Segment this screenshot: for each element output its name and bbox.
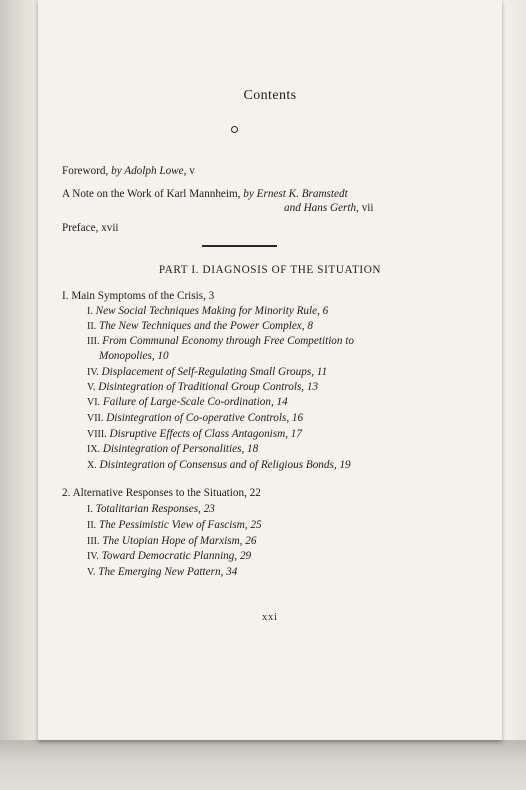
toc-entry — [87, 535, 256, 547]
book-bottom-edge — [0, 740, 526, 790]
section-number: IV. — [87, 551, 99, 562]
note-entry — [62, 188, 348, 200]
chapter-heading: I. Main Symptoms of the Crisis, 3 — [62, 290, 215, 302]
toc-entry — [87, 459, 351, 471]
section-title: New Social Techniques Making for Minority Rule, 6 — [95, 305, 329, 317]
section-title: The Emerging New Pattern, 34 — [98, 566, 238, 578]
foreword-entry — [62, 165, 195, 177]
toc-entry — [87, 335, 354, 347]
note-author-2: and Hans Gerth — [284, 202, 357, 214]
chapter-heading: 2. Alternative Responses to the Situation, 22 — [62, 487, 261, 499]
toc-entry — [87, 366, 327, 378]
toc-entry — [87, 503, 215, 515]
section-number: V. — [87, 382, 96, 393]
toc-entry-cont — [99, 350, 169, 362]
section-title: Totalitarian Responses, 23 — [95, 503, 215, 515]
toc-entry — [87, 550, 251, 562]
page-title: Contents — [243, 88, 297, 103]
section-title: Displacement of Self-Regulating Small Groups, 11 — [101, 366, 328, 378]
foreword-page: , v — [183, 165, 195, 177]
toc-entry — [87, 443, 258, 455]
section-number: X. — [87, 460, 97, 471]
section-title: From Communal Economy through Free Competition to — [102, 335, 354, 347]
divider-rule — [202, 245, 277, 247]
foreword-text: Foreword, — [62, 165, 112, 177]
page-number: xxi — [262, 612, 278, 623]
section-number: I. — [87, 504, 93, 515]
toc-entry — [87, 320, 313, 332]
toc-entry — [87, 412, 303, 424]
toc-entry — [87, 305, 328, 317]
section-number: II. — [87, 321, 97, 332]
book-page — [38, 0, 502, 740]
section-title: Disintegration of Personalities, 18 — [102, 443, 259, 455]
ornament-circle-icon — [231, 126, 238, 133]
section-title: The Pessimistic View of Fascism, 25 — [98, 519, 262, 531]
section-title: The New Techniques and the Power Complex, 8 — [98, 320, 313, 332]
part-heading: PART I. DIAGNOSIS OF THE SITUATION — [158, 264, 382, 276]
section-title: Disintegration of Co-operative Controls, 16 — [106, 412, 304, 424]
section-number: VII. — [87, 413, 104, 424]
section-number: II. — [87, 520, 97, 531]
toc-entry — [87, 381, 318, 393]
page-edge-right — [502, 0, 526, 790]
foreword-author: by Adolph Lowe — [111, 165, 184, 177]
section-title: The Utopian Hope of Marxism, 26 — [102, 535, 257, 547]
section-title: Disruptive Effects of Class Antagonism, 17 — [109, 428, 302, 440]
section-number: III. — [87, 536, 100, 547]
toc-entry — [87, 396, 288, 408]
toc-entry — [87, 566, 237, 578]
section-number: VIII. — [87, 429, 107, 440]
note-entry-cont — [284, 202, 374, 214]
section-title: Toward Democratic Planning, 29 — [101, 550, 252, 562]
section-title-cont: Monopolies, 10 — [99, 350, 169, 362]
section-number: VI. — [87, 397, 101, 408]
section-number: III. — [87, 336, 100, 347]
note-author: by Ernest K. Bramstedt — [243, 188, 348, 200]
section-number: I. — [87, 306, 93, 317]
section-number: IV. — [87, 367, 99, 378]
section-title: Failure of Large-Scale Co-ordination, 14 — [102, 396, 288, 408]
note-text: A Note on the Work of Karl Mannheim, — [62, 188, 244, 200]
note-page: , vii — [356, 202, 374, 214]
section-number: IX. — [87, 444, 101, 455]
section-title: Disintegration of Consensus and of Religious Bonds, 19 — [99, 459, 351, 471]
section-title: Disintegration of Traditional Group Controls, 13 — [98, 381, 319, 393]
preface-entry: Preface, xvii — [62, 222, 119, 234]
toc-entry — [87, 428, 302, 440]
toc-entry — [87, 519, 262, 531]
section-number: V. — [87, 567, 96, 578]
